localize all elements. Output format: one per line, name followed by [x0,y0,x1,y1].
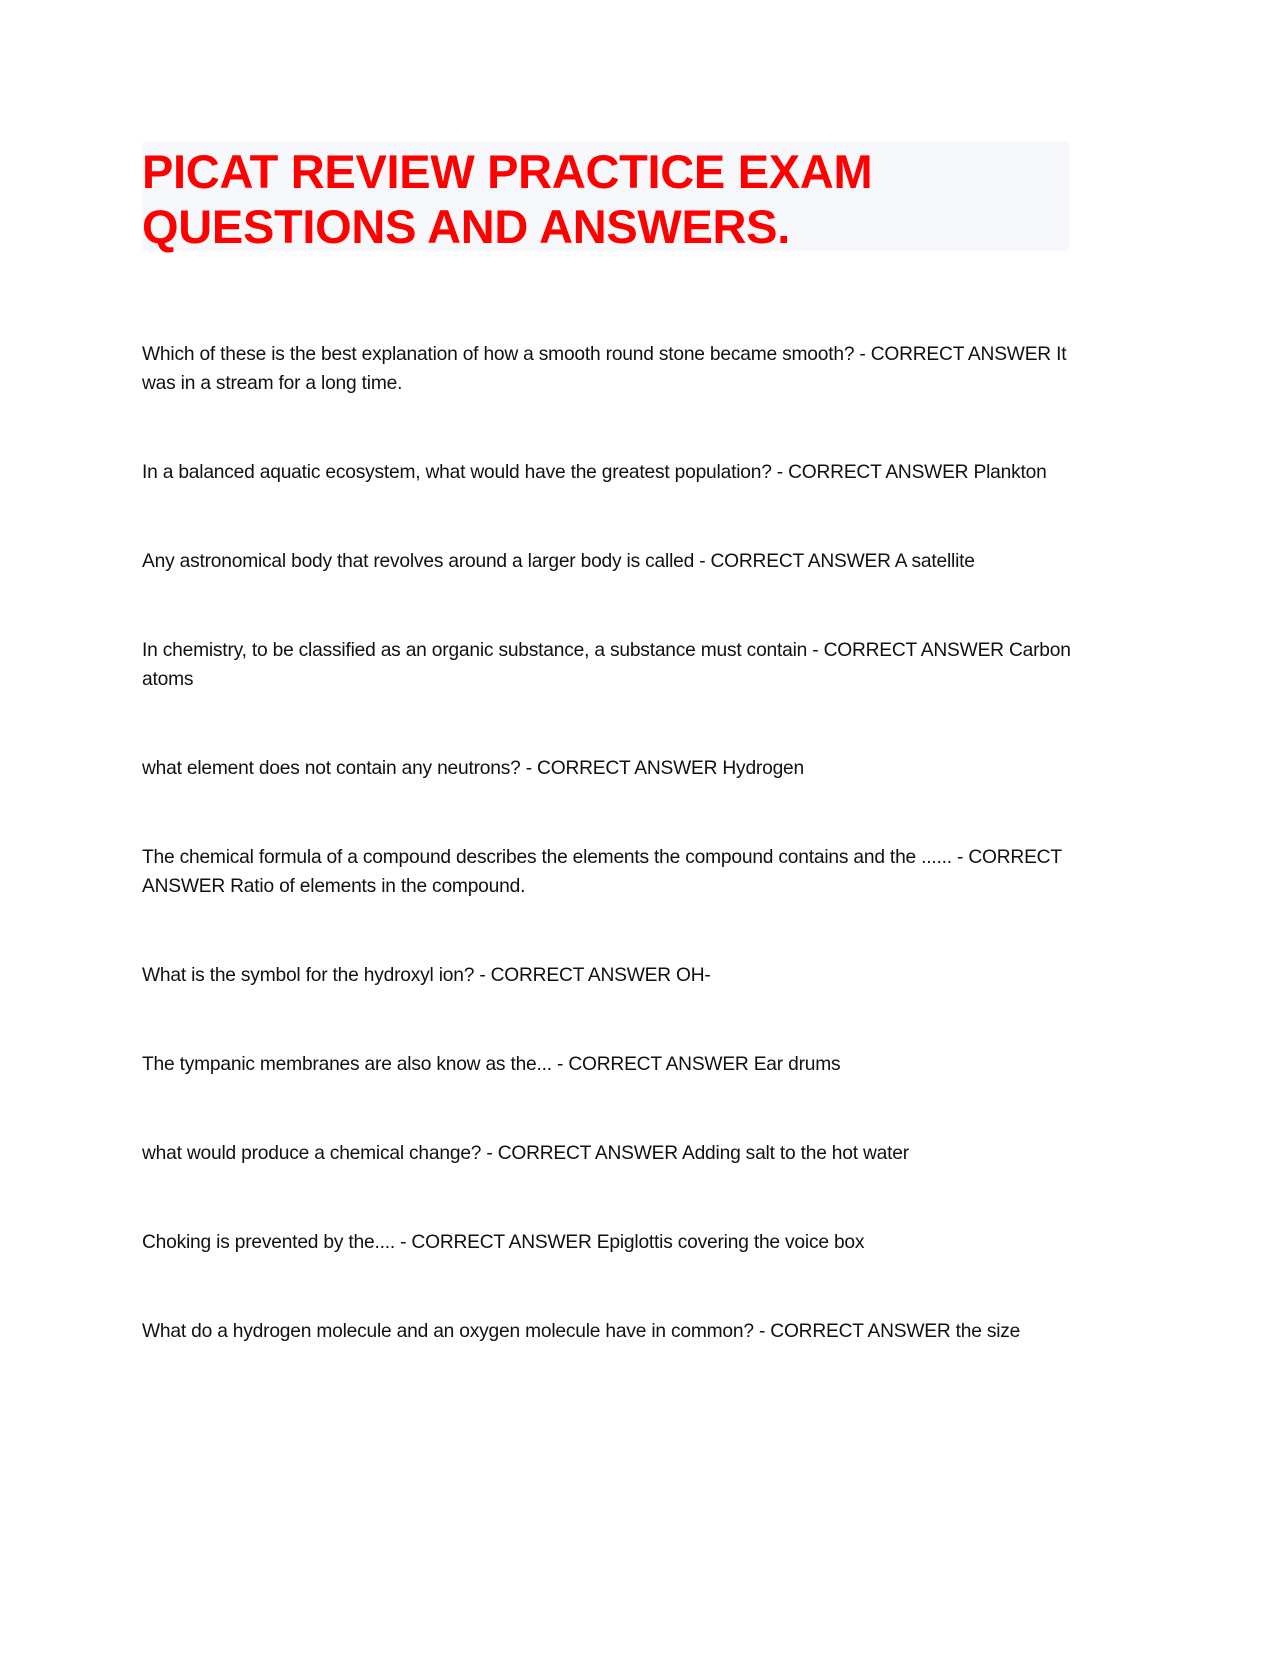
qa-item: The chemical formula of a compound describes the elements the compound contains and the ...... - CORRECT ANSWER Ratio of elements in the compound. [142,847,1062,897]
qa-item: The tympanic membranes are also know as the... - CORRECT ANSWER Ear drums [142,1054,841,1075]
qa-item: Any astronomical body that revolves around a larger body is called - CORRECT ANSWER A satellite [142,551,975,572]
qa-list [142,340,1082,1406]
qa-item: What do a hydrogen molecule and an oxygen molecule have in common? - CORRECT ANSWER the size [142,1321,1021,1342]
qa-item: Which of these is the best explanation of how a smooth round stone became smooth? - CORRECT ANSWER It was in a stream for a long time. [142,344,1067,394]
qa-item: what element does not contain any neutrons? - CORRECT ANSWER Hydrogen [142,758,804,779]
qa-item: In chemistry, to be classified as an organic substance, a substance must contain - CORRECT ANSWER Carbon atoms [142,640,1071,690]
qa-item: What is the symbol for the hydroxyl ion? - CORRECT ANSWER OH- [142,965,711,986]
qa-item: what would produce a chemical change? - CORRECT ANSWER Adding salt to the hot water [142,1143,909,1164]
title-banner [142,142,1069,251]
document-title: PICAT REVIEW PRACTICE EXAM QUESTIONS AND ANSWERS. [142,145,873,253]
qa-item: In a balanced aquatic ecosystem, what would have the greatest population? - CORRECT ANSWER Plankton [142,462,1047,483]
qa-item: Choking is prevented by the.... - CORRECT ANSWER Epiglottis covering the voice box [142,1232,865,1253]
